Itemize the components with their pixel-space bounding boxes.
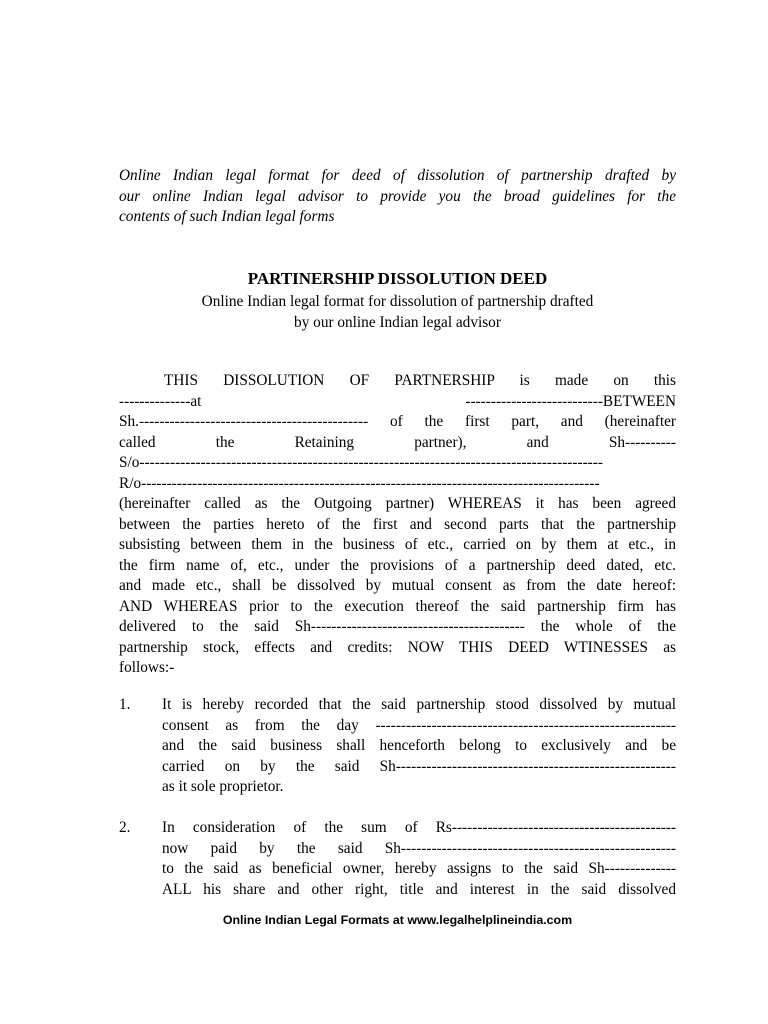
- intro-line: contents of such Indian legal forms: [119, 208, 335, 225]
- preamble-line: AND WHEREAS prior to the execution thereof the said partnership firm has: [119, 597, 676, 615]
- preamble-line: and made etc., shall be dissolved by mutual consent as from the date hereof:: [119, 577, 676, 594]
- preamble-line: subsisting between them in the business of etc., carried on by them at etc., in: [119, 536, 676, 553]
- clause-line: consent as from the day -----------------------------------------------------------: [162, 716, 676, 734]
- page-footer: Online Indian Legal Formats at www.legalhelplineindia.com: [222, 913, 573, 927]
- preamble-line: R/o------------------------------------------------------------------------------------------: [119, 474, 600, 492]
- clause-line: and the said business shall henceforth belong to exclusively and be: [162, 737, 676, 754]
- clause-number: 2.: [119, 819, 131, 836]
- clause-1: [119, 695, 676, 798]
- preamble-line: Sh.--------------------------------------------- of the first part, and (hereinafter: [119, 413, 676, 430]
- preamble-line: called the Retaining partner), and Sh----------: [119, 433, 676, 451]
- clause-line: In consideration of the sum of Rs--------------------------------------------: [162, 819, 676, 836]
- clause-2: [119, 818, 676, 900]
- clause-line: It is hereby recorded that the said partnership stood dissolved by mutual: [162, 696, 676, 713]
- preamble-line: partnership stock, effects and credits: NOW THIS DEED WTINESSES as: [119, 638, 676, 656]
- deed-subtitle: [119, 291, 676, 333]
- clause-line: to the said as beneficial owner, hereby assigns to the said Sh--------------: [162, 860, 676, 877]
- preamble-paragraph: [119, 371, 676, 679]
- clause-line: carried on by the said Sh-------------------------------------------------------: [162, 757, 676, 775]
- subtitle-line: Online Indian legal format for dissolution of partnership drafted: [201, 293, 594, 310]
- clause-line: ALL his share and other right, title and interest in the said dissolved: [162, 880, 676, 898]
- preamble-line: the firm name of, etc., under the provisions of a partnership deed dated, etc.: [119, 556, 676, 574]
- preamble-line: (hereinafter called as the Outgoing partner) WHEREAS it has been agreed: [119, 495, 676, 512]
- intro-paragraph: [119, 165, 676, 227]
- deed-title: PARTINERSHIP DISSOLUTION DEED: [247, 269, 548, 288]
- preamble-line: S/o-------------------------------------------------------------------------------------------: [119, 454, 603, 471]
- preamble-line: --------------at ---------------------------BETWEEN: [119, 392, 676, 410]
- clause-number: 1.: [119, 696, 131, 713]
- preamble-line: delivered to the said Sh------------------------------------------ the whole of the: [119, 618, 676, 635]
- preamble-line: THIS DISSOLUTION OF PARTNERSHIP is made on this: [164, 372, 676, 389]
- intro-line: Online Indian legal format for deed of dissolution of partnership drafted by: [119, 167, 676, 184]
- clause-text: [162, 695, 676, 798]
- clause-line: as it sole proprietor.: [162, 778, 284, 795]
- subtitle-line: by our online Indian legal advisor: [294, 314, 501, 331]
- preamble-line: follows:-: [119, 659, 175, 676]
- clause-line: now paid by the said Sh------------------------------------------------------: [162, 839, 676, 857]
- clause-text: [162, 818, 676, 900]
- intro-line: our online Indian legal advisor to provide you the broad guidelines for the: [119, 187, 676, 205]
- preamble-line: between the parties hereto of the first and second parts that the partnership: [119, 515, 676, 533]
